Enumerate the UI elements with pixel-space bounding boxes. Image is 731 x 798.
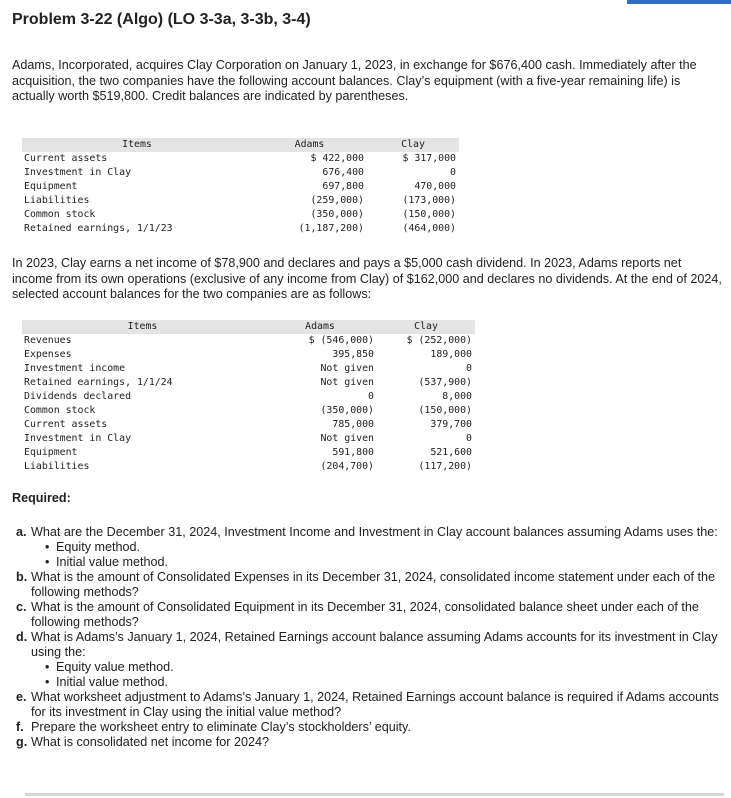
adams-header: Adams — [252, 138, 367, 152]
row-label: Investment in Clay — [24, 433, 132, 444]
row-label: Common stock — [24, 405, 96, 416]
required-heading: Required: — [12, 491, 71, 505]
question-letter: e. — [16, 690, 27, 704]
clay-value: 0 — [466, 433, 472, 444]
clay-value: $ (252,000) — [406, 335, 472, 346]
table-row — [22, 194, 459, 208]
question-text: What is the amount of Consolidated Expenses in its December 31, 2024, consolidated income statement under each of the following methods? — [31, 570, 715, 599]
row-label: Equipment — [24, 181, 78, 192]
table-row — [22, 152, 459, 166]
clay-value: 0 — [450, 167, 456, 178]
page-title: Problem 3-22 (Algo) (LO 3-3a, 3-3b, 3-4) — [12, 11, 311, 28]
question-letter: c. — [16, 600, 27, 614]
table-row — [22, 348, 475, 362]
row-label: Revenues — [24, 335, 72, 346]
clay-value: 379,700 — [430, 419, 472, 430]
bullet-icon: • — [45, 660, 50, 674]
clay-header: Clay — [367, 138, 459, 152]
year-end-balances-table — [22, 320, 475, 474]
adams-header: Adams — [263, 320, 377, 334]
bullet-text: Initial value method. — [56, 675, 169, 689]
question-f — [0, 720, 731, 735]
clay-value: 8,000 — [442, 391, 472, 402]
bullet-icon: • — [45, 555, 50, 569]
table-row — [22, 404, 475, 418]
table-row — [22, 390, 475, 404]
adams-value: 591,800 — [332, 447, 374, 458]
question-letter: d. — [16, 630, 28, 644]
row-label: Current assets — [24, 153, 108, 164]
adams-value: 785,000 — [332, 419, 374, 430]
question-text: What is the amount of Consolidated Equipment in its December 31, 2024, consolidated balance sheet under each of the following methods? — [31, 600, 699, 629]
question-letter: b. — [16, 570, 28, 584]
clay-value: 0 — [466, 363, 472, 374]
row-label: Current assets — [24, 419, 108, 430]
adams-value: 676,400 — [322, 167, 364, 178]
bullet-text: Equity value method. — [56, 660, 174, 674]
adams-value: (1,187,200) — [298, 223, 364, 234]
adams-value: Not given — [320, 377, 374, 388]
table-row — [22, 180, 459, 194]
row-label: Dividends declared — [24, 391, 132, 402]
clay-value: (150,000) — [402, 209, 456, 220]
table-row — [22, 208, 459, 222]
table-row — [22, 376, 475, 390]
row-label: Common stock — [24, 209, 96, 220]
items-header: Items — [22, 320, 263, 334]
adams-value: 697,800 — [322, 181, 364, 192]
initial-balances-table — [22, 138, 459, 236]
table-row — [22, 446, 475, 460]
row-label: Equipment — [24, 447, 78, 458]
items-header: Items — [22, 138, 252, 152]
adams-value: (350,000) — [310, 209, 364, 220]
adams-value: 0 — [368, 391, 374, 402]
table-row — [22, 222, 459, 236]
bullet-text: Initial value method. — [56, 555, 169, 569]
bullet-icon: • — [45, 675, 50, 689]
question-text: Prepare the worksheet entry to eliminate Clay’s stockholders’ equity. — [31, 720, 411, 734]
adams-value: Not given — [320, 433, 374, 444]
table-row — [22, 166, 459, 180]
question-letter: a. — [16, 525, 27, 539]
adams-value: (350,000) — [320, 405, 374, 416]
table-row — [22, 418, 475, 432]
question-e — [0, 690, 731, 720]
question-letter: f. — [16, 720, 24, 734]
row-label: Investment income — [24, 363, 126, 374]
row-label: Liabilities — [24, 195, 90, 206]
row-label: Expenses — [24, 349, 72, 360]
clay-value: (117,200) — [418, 461, 472, 472]
middle-paragraph: In 2023, Clay earns a net income of $78,900 and declares and pays a $5,000 cash dividend. In 2023, Adams reports net income from its own operations (exclusive of any income from Clay) of $162,000 and declares no dividends. At the end of 2024, selected account balances for the two companies are as follows: — [12, 256, 722, 301]
question-c — [0, 600, 731, 630]
list-item — [0, 540, 731, 555]
clay-value: (173,000) — [402, 195, 456, 206]
question-letter: g. — [16, 735, 28, 749]
row-label: Liabilities — [24, 461, 90, 472]
question-b — [0, 570, 731, 600]
table-header-row — [22, 320, 475, 334]
clay-value: 189,000 — [430, 349, 472, 360]
question-d — [0, 630, 731, 660]
adams-value: 395,850 — [332, 349, 374, 360]
bullet-text: Equity method. — [56, 540, 141, 554]
question-text: What is consolidated net income for 2024? — [31, 735, 270, 749]
adams-value: (259,000) — [310, 195, 364, 206]
row-label: Investment in Clay — [24, 167, 132, 178]
clay-value: (537,900) — [418, 377, 472, 388]
question-list — [0, 525, 731, 750]
table-row — [22, 362, 475, 376]
clay-value: 521,600 — [430, 447, 472, 458]
intro-paragraph: Adams, Incorporated, acquires Clay Corporation on January 1, 2023, in exchange for $676,400 cash. Immediately after the acquisition, the two companies have the following account balances. Clay’s equipment (with a five-year remaining life) is actually worth $519,800. Credit balances are indicated by parentheses. — [12, 58, 697, 103]
bottom-divider — [25, 793, 724, 796]
bullet-icon: • — [45, 540, 50, 554]
row-label: Retained earnings, 1/1/23 — [24, 223, 173, 234]
question-g — [0, 735, 731, 750]
adams-value: Not given — [320, 363, 374, 374]
clay-value: (150,000) — [418, 405, 472, 416]
list-item — [0, 555, 731, 570]
clay-value: (464,000) — [402, 223, 456, 234]
table-row — [22, 460, 475, 474]
clay-value: $ 317,000 — [402, 153, 456, 164]
adams-value: $ (546,000) — [308, 335, 374, 346]
question-text: What is Adams’s January 1, 2024, Retained Earnings account balance assuming Adams accounts for its investment in Clay using the: — [31, 630, 718, 659]
question-text: What worksheet adjustment to Adams’s January 1, 2024, Retained Earnings account balance is required if Adams accounts for its investment in Clay using the initial value method? — [31, 690, 719, 719]
top-accent-bar — [627, 0, 731, 4]
row-label: Retained earnings, 1/1/24 — [24, 377, 173, 388]
question-a — [0, 525, 731, 540]
list-item — [0, 660, 731, 675]
adams-value: (204,700) — [320, 461, 374, 472]
table-row — [22, 334, 475, 348]
table-row — [22, 432, 475, 446]
table-header-row — [22, 138, 459, 152]
question-text: What are the December 31, 2024, Investment Income and Investment in Clay account balances assuming Adams uses the: — [31, 525, 718, 539]
clay-header: Clay — [377, 320, 475, 334]
list-item — [0, 675, 731, 690]
adams-value: $ 422,000 — [310, 153, 364, 164]
clay-value: 470,000 — [414, 181, 456, 192]
